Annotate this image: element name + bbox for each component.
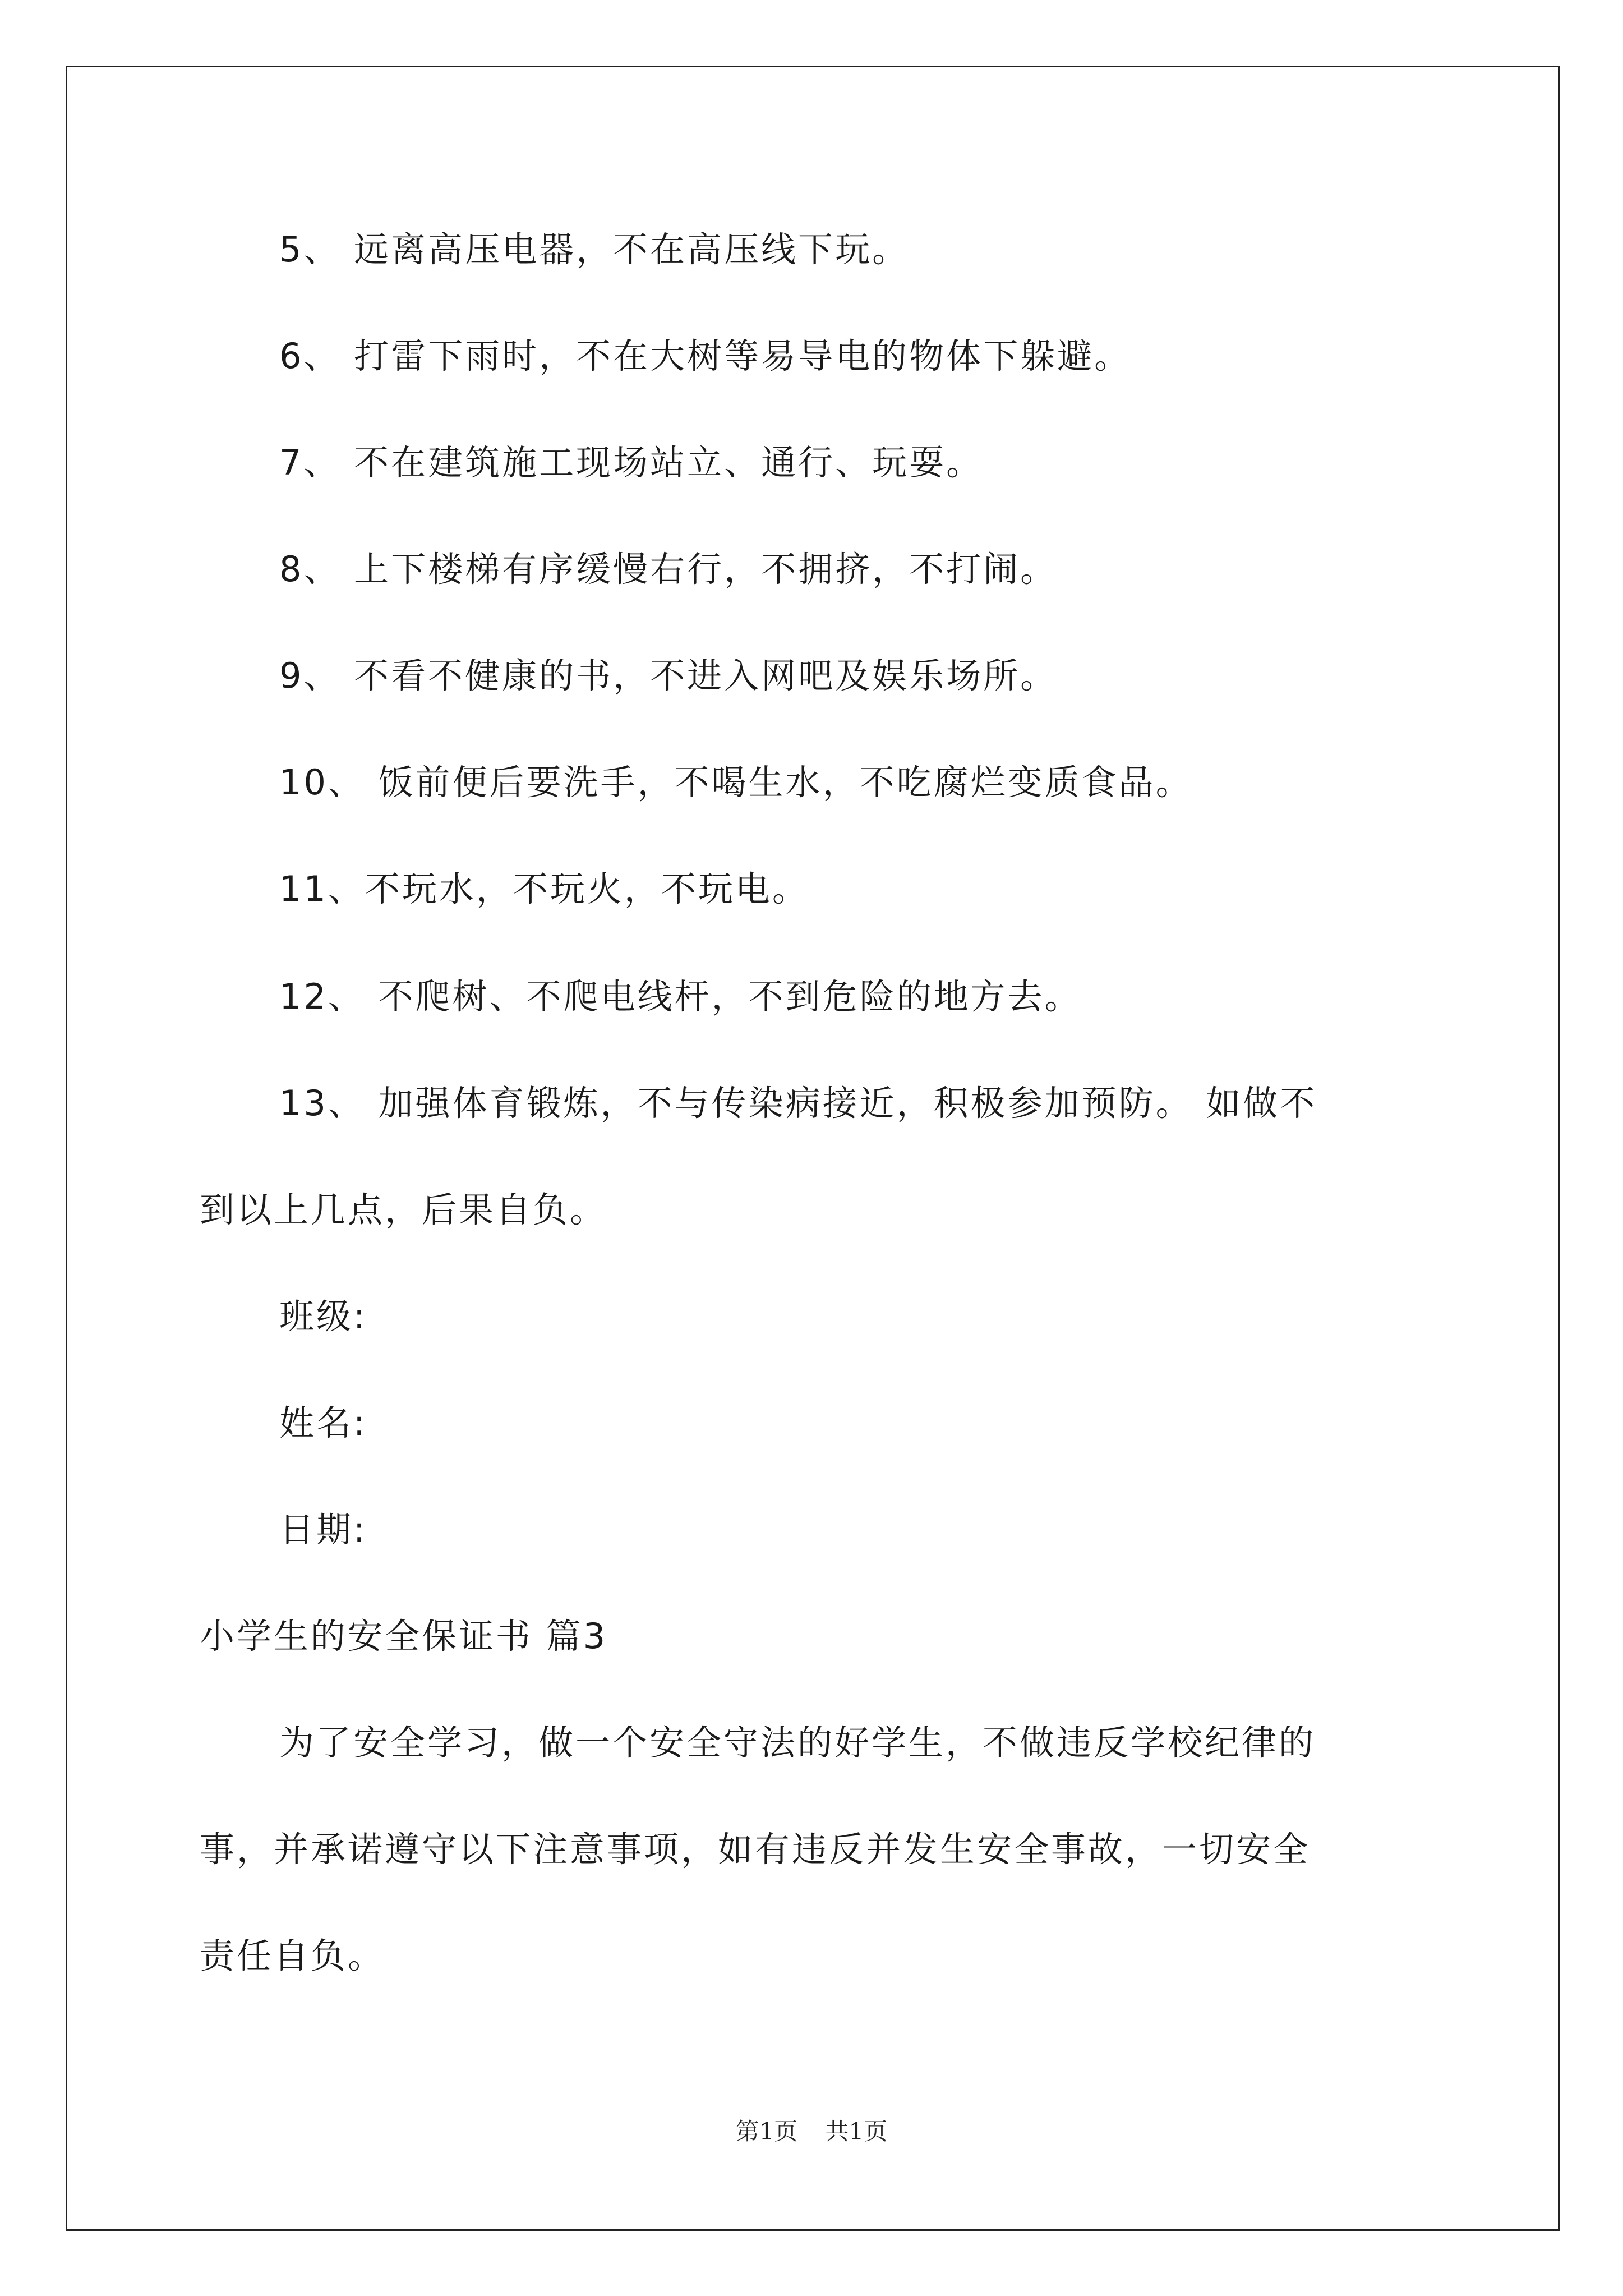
list-item: 8、 上下楼梯有序缓慢右行，不拥挤，不打闹。	[279, 549, 1058, 590]
list-item: 10、 饭前便后要洗手，不喝生水，不吃腐烂变质食品。	[279, 762, 1193, 803]
paragraph-line: 为了安全学习，做一个安全守法的好学生，不做违反学校纪律的	[279, 1722, 1316, 1763]
name-label: 姓名:	[279, 1402, 367, 1443]
list-item: 7、 不在建筑施工现场站立、通行、玩耍。	[279, 442, 984, 483]
list-item: 6、 打雷下雨时，不在大树等易导电的物体下躲避。	[279, 335, 1132, 376]
page-footer	[0, 2115, 1623, 2148]
list-item: 13、 加强体育锻炼，不与传染病接近，积极参加预防。 如做不	[279, 1083, 1317, 1124]
list-item: 12、 不爬树、不爬电线杆，不到危险的地方去。	[279, 976, 1082, 1017]
list-item-continuation: 到以上几点，后果自负。	[200, 1189, 607, 1230]
date-label: 日期:	[279, 1509, 367, 1550]
list-item: 9、 不看不健康的书，不进入网吧及娱乐场所。	[279, 655, 1058, 696]
class-label: 班级:	[279, 1296, 367, 1337]
paragraph-line: 事，并承诺遵守以下注意事项，如有违反并发生安全事故，一切安全	[200, 1829, 1311, 1870]
paragraph-line: 责任自负。	[200, 1935, 385, 1976]
page-total: 共1页	[825, 2118, 888, 2145]
section-heading: 小学生的安全保证书 篇3	[200, 1616, 608, 1657]
list-item: 5、 远离高压电器，不在高压线下玩。	[279, 229, 910, 270]
list-item: 11、不玩水，不玩火，不玩电。	[279, 868, 809, 909]
page-number: 第1页	[735, 2118, 798, 2145]
page-border	[66, 66, 1560, 2231]
